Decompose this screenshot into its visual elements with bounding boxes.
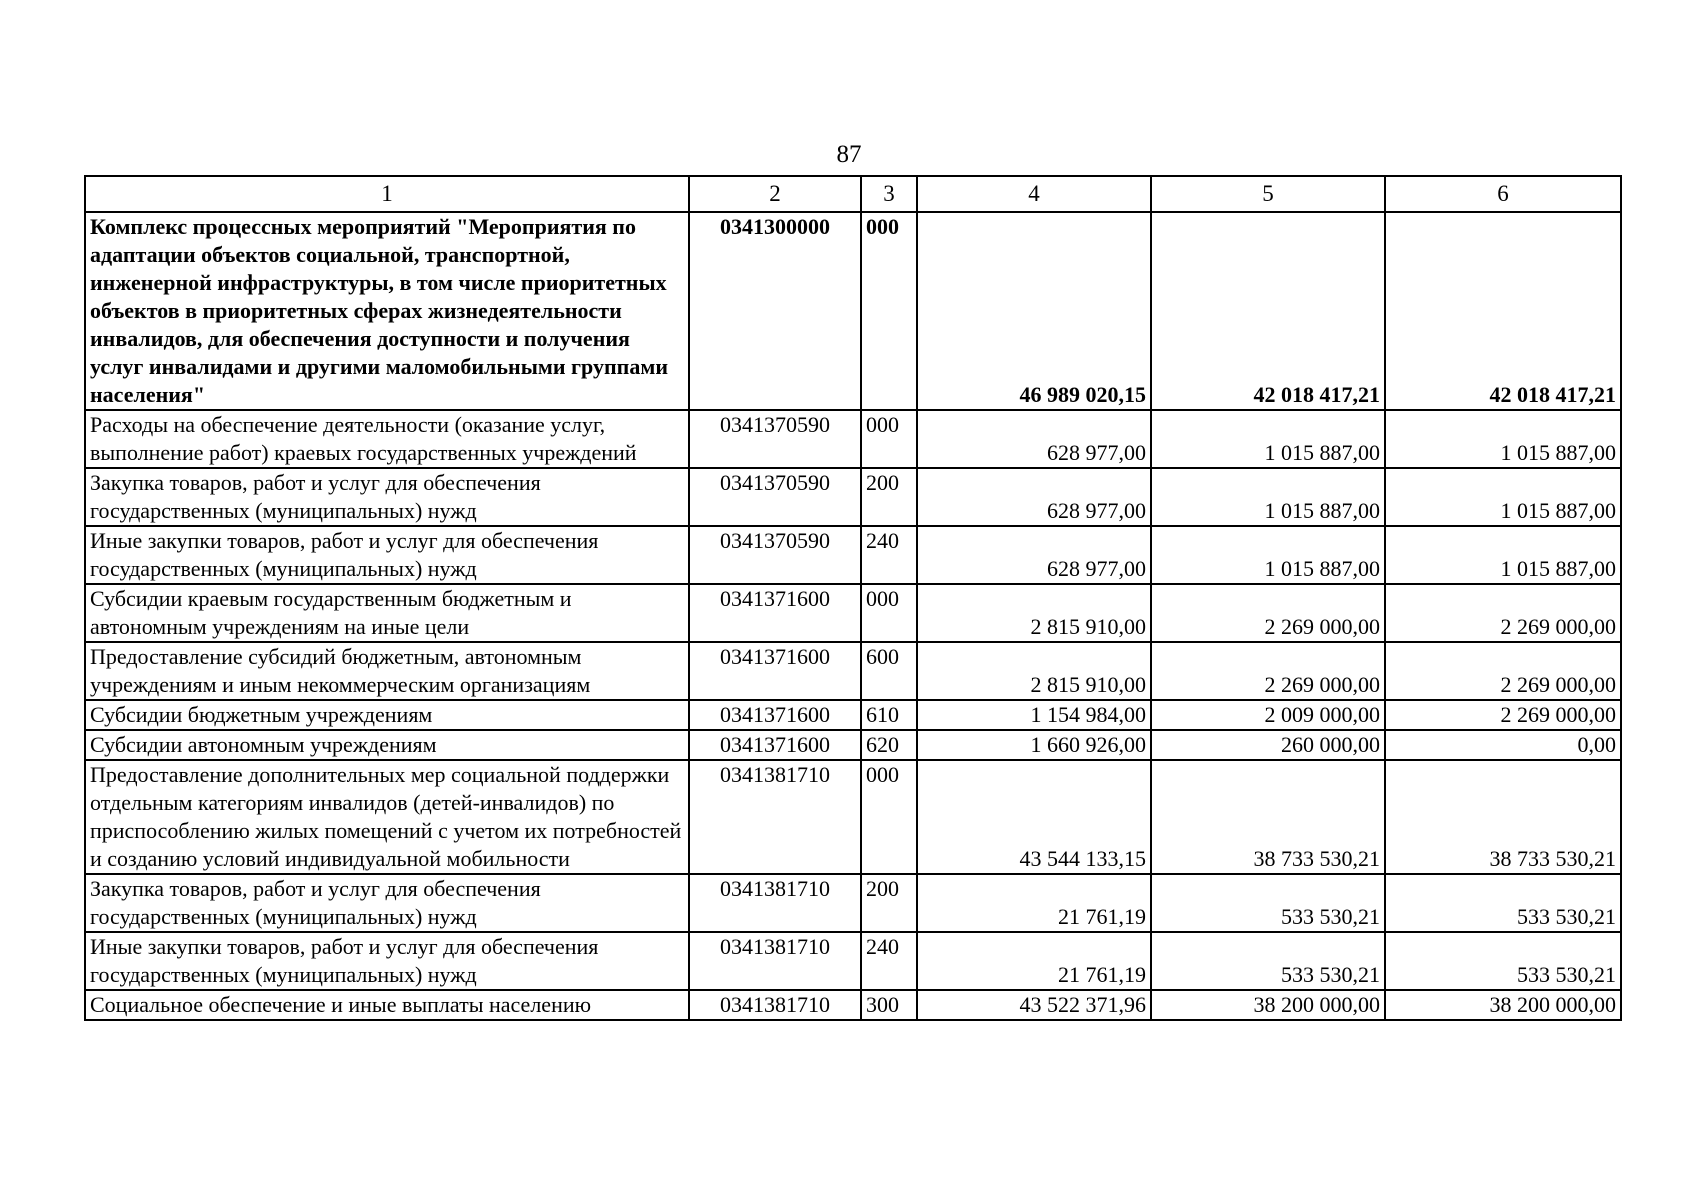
expense-type-code: 000 [861,212,917,410]
budget-table [84,175,1622,1021]
amount-col-4: 43 544 133,15 [917,760,1151,874]
expense-type-code: 600 [861,642,917,700]
amount-col-5: 1 015 887,00 [1151,410,1385,468]
row-name: Субсидии краевым государственным бюджетным и автономным учреждениям на иные цели [85,584,689,642]
target-article-code: 0341370590 [689,410,861,468]
row-name: Закупка товаров, работ и услуг для обеспечения государственных (муниципальных) нужд [85,874,689,932]
amount-col-6: 38 200 000,00 [1385,990,1621,1020]
row-name: Социальное обеспечение и иные выплаты населению [85,990,689,1020]
table-row [85,760,1621,874]
amount-col-4: 2 815 910,00 [917,584,1151,642]
amount-col-4: 21 761,19 [917,874,1151,932]
table-row [85,730,1621,760]
page-number: 87 [836,141,862,168]
table-row [85,526,1621,584]
amount-col-5: 1 015 887,00 [1151,468,1385,526]
table-row [85,468,1621,526]
amount-col-5: 533 530,21 [1151,874,1385,932]
table-row [85,212,1621,410]
amount-col-6: 42 018 417,21 [1385,212,1621,410]
amount-col-4: 43 522 371,96 [917,990,1151,1020]
row-name: Предоставление дополнительных мер социальной поддержки отдельным категориям инвалидов (детей-инвалидов) по приспособлению жилых помещений с учетом их потребностей и созданию условий индивидуальной мобильности [85,760,689,874]
expense-type-code: 620 [861,730,917,760]
table-row [85,642,1621,700]
table-row [85,990,1621,1020]
target-article-code: 0341371600 [689,700,861,730]
amount-col-5: 533 530,21 [1151,932,1385,990]
amount-col-5: 38 200 000,00 [1151,990,1385,1020]
row-name: Комплекс процессных мероприятий "Мероприятия по адаптации объектов социальной, транспортной, инженерной инфраструктуры, в том числе приоритетных объектов в приоритетных сферах жизнедеятельности инвалидов, для обеспечения доступности и получения услуг инвалидами и другими маломобильными группами населения" [85,212,689,410]
target-article-code: 0341371600 [689,642,861,700]
amount-col-5: 2 269 000,00 [1151,642,1385,700]
row-name: Закупка товаров, работ и услуг для обеспечения государственных (муниципальных) нужд [85,468,689,526]
amount-col-4: 46 989 020,15 [917,212,1151,410]
column-header: 1 [85,176,689,212]
expense-type-code: 300 [861,990,917,1020]
row-name: Иные закупки товаров, работ и услуг для обеспечения государственных (муниципальных) нужд [85,932,689,990]
table-row [85,410,1621,468]
amount-col-5: 42 018 417,21 [1151,212,1385,410]
row-name: Субсидии автономным учреждениям [85,730,689,760]
row-name: Расходы на обеспечение деятельности (оказание услуг, выполнение работ) краевых государственных учреждений [85,410,689,468]
target-article-code: 0341371600 [689,730,861,760]
column-header: 3 [861,176,917,212]
amount-col-5: 2 269 000,00 [1151,584,1385,642]
row-name: Субсидии бюджетным учреждениям [85,700,689,730]
amount-col-6: 2 269 000,00 [1385,584,1621,642]
column-header: 6 [1385,176,1621,212]
amount-col-4: 628 977,00 [917,410,1151,468]
amount-col-6: 533 530,21 [1385,874,1621,932]
table-row [85,700,1621,730]
amount-col-5: 1 015 887,00 [1151,526,1385,584]
expense-type-code: 000 [861,410,917,468]
amount-col-4: 2 815 910,00 [917,642,1151,700]
header-row [85,176,1621,212]
row-name: Иные закупки товаров, работ и услуг для обеспечения государственных (муниципальных) нужд [85,526,689,584]
expense-type-code: 240 [861,932,917,990]
amount-col-5: 38 733 530,21 [1151,760,1385,874]
amount-col-4: 1 154 984,00 [917,700,1151,730]
expense-type-code: 000 [861,760,917,874]
expense-type-code: 240 [861,526,917,584]
amount-col-5: 260 000,00 [1151,730,1385,760]
amount-col-4: 628 977,00 [917,468,1151,526]
row-name: Предоставление субсидий бюджетным, автономным учреждениям и иным некоммерческим организациям [85,642,689,700]
amount-col-6: 0,00 [1385,730,1621,760]
target-article-code: 0341370590 [689,468,861,526]
amount-col-4: 21 761,19 [917,932,1151,990]
target-article-code: 0341370590 [689,526,861,584]
expense-type-code: 610 [861,700,917,730]
table-row [85,584,1621,642]
target-article-code: 0341381710 [689,874,861,932]
table-row [85,932,1621,990]
amount-col-5: 2 009 000,00 [1151,700,1385,730]
expense-type-code: 200 [861,874,917,932]
expense-type-code: 200 [861,468,917,526]
table-body [85,212,1621,1020]
amount-col-6: 1 015 887,00 [1385,468,1621,526]
amount-col-6: 1 015 887,00 [1385,526,1621,584]
amount-col-6: 2 269 000,00 [1385,700,1621,730]
expense-type-code: 000 [861,584,917,642]
amount-col-6: 533 530,21 [1385,932,1621,990]
target-article-code: 0341371600 [689,584,861,642]
amount-col-4: 628 977,00 [917,526,1151,584]
amount-col-6: 38 733 530,21 [1385,760,1621,874]
amount-col-6: 2 269 000,00 [1385,642,1621,700]
amount-col-4: 1 660 926,00 [917,730,1151,760]
column-header: 5 [1151,176,1385,212]
amount-col-6: 1 015 887,00 [1385,410,1621,468]
target-article-code: 0341381710 [689,990,861,1020]
target-article-code: 0341300000 [689,212,861,410]
target-article-code: 0341381710 [689,760,861,874]
column-header: 4 [917,176,1151,212]
table-row [85,874,1621,932]
column-header: 2 [689,176,861,212]
target-article-code: 0341381710 [689,932,861,990]
